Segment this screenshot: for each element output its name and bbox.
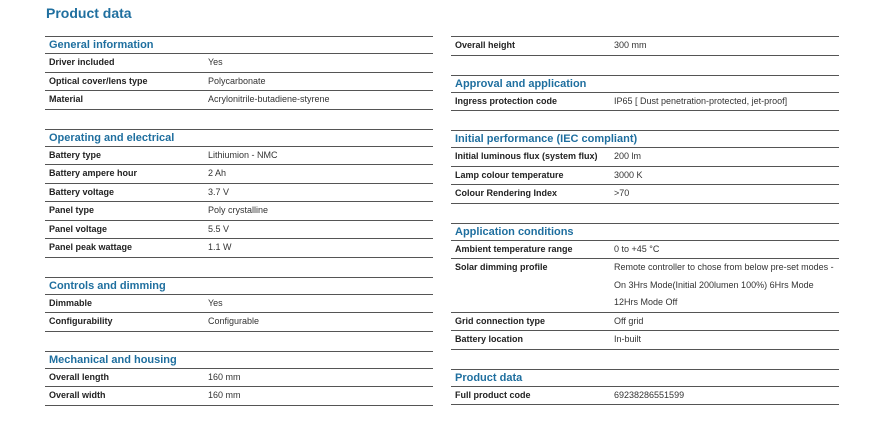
table-row xyxy=(45,91,433,110)
row-label: Overall height xyxy=(455,40,516,50)
table-row xyxy=(45,147,433,166)
row-label: Grid connection type xyxy=(455,315,546,326)
row-value: Acrylonitrile-butadiene-styrene xyxy=(208,94,330,104)
table-row xyxy=(45,387,433,406)
right-column xyxy=(451,36,839,405)
page-title: Product data xyxy=(46,5,132,21)
row-value: 3.7 V xyxy=(208,186,230,197)
section-spacer xyxy=(451,350,839,369)
left-column xyxy=(45,36,433,406)
table-row xyxy=(451,331,839,350)
table-row xyxy=(45,54,433,73)
row-value: 200 lm xyxy=(614,151,642,161)
section-title: Controls and dimming xyxy=(45,277,433,295)
section-spacer xyxy=(45,332,433,351)
section-initial-performance xyxy=(451,130,839,204)
row-value: 160 mm xyxy=(208,390,241,400)
row-label: Overall length xyxy=(49,371,110,382)
section-spacer xyxy=(45,110,433,129)
section-mechanical-continued xyxy=(451,36,839,56)
row-label: Battery location xyxy=(455,334,524,345)
table-row xyxy=(45,73,433,92)
row-value: In-built xyxy=(614,334,642,345)
row-value: Remote controller to chose from below pre-set modes - On 3Hrs Mode(Initial 200lumen 100%) 6Hrs Mode 12Hrs Mode Off xyxy=(614,262,834,308)
row-value: Poly crystalline xyxy=(208,205,269,215)
section-title: Initial performance (IEC compliant) xyxy=(451,130,839,148)
table-row xyxy=(45,369,433,388)
row-value: Lithiumion - NMC xyxy=(208,149,278,160)
row-label: Driver included xyxy=(49,57,115,67)
section-title: Product data xyxy=(451,369,839,387)
table-row xyxy=(45,239,433,258)
row-value: IP65 [ Dust penetration-protected, jet-proof] xyxy=(614,95,788,106)
row-value: Off grid xyxy=(614,315,644,326)
row-label: Battery voltage xyxy=(49,186,115,197)
table-row xyxy=(451,167,839,186)
table-row xyxy=(45,221,433,240)
row-label: Configurability xyxy=(49,316,113,326)
section-title: Operating and electrical xyxy=(45,129,433,147)
table-row xyxy=(451,313,839,332)
row-value: 69238286551599 xyxy=(614,389,685,400)
section-controls-dimming xyxy=(45,277,433,332)
row-label: Material xyxy=(49,94,84,104)
row-value: 300 mm xyxy=(614,40,647,50)
row-label: Overall width xyxy=(49,390,106,400)
section-mechanical-housing xyxy=(45,351,433,406)
section-spacer xyxy=(451,56,839,75)
table-row xyxy=(451,36,839,56)
row-value: 5.5 V xyxy=(208,223,230,234)
row-label: Ambient temperature range xyxy=(455,243,573,254)
section-title: Approval and application xyxy=(451,75,839,93)
row-label: Lamp colour temperature xyxy=(455,169,564,180)
row-label: Full product code xyxy=(455,389,531,400)
table-row xyxy=(45,295,433,314)
section-spacer xyxy=(451,111,839,130)
table-row xyxy=(451,387,839,406)
table-row xyxy=(451,259,839,313)
table-row xyxy=(45,313,433,332)
section-operating-electrical xyxy=(45,129,433,258)
section-title: General information xyxy=(45,36,433,54)
table-row xyxy=(451,93,839,112)
section-title: Application conditions xyxy=(451,223,839,241)
table-row xyxy=(451,185,839,204)
row-label: Solar dimming profile xyxy=(455,262,548,272)
row-label: Panel voltage xyxy=(49,223,108,234)
row-value: Polycarbonate xyxy=(208,75,266,86)
row-label: Battery ampere hour xyxy=(49,168,138,178)
row-value: 160 mm xyxy=(208,371,241,382)
table-row xyxy=(45,184,433,203)
table-row xyxy=(451,148,839,167)
row-label: Optical cover/lens type xyxy=(49,75,148,86)
row-label: Panel peak wattage xyxy=(49,242,133,252)
section-general-information xyxy=(45,36,433,110)
row-value: 2 Ah xyxy=(208,168,227,178)
row-value: Yes xyxy=(208,297,223,308)
row-label: Initial luminous flux (system flux) xyxy=(455,151,598,161)
section-spacer xyxy=(451,204,839,223)
row-value: Yes xyxy=(208,57,223,67)
row-value: 1.1 W xyxy=(208,242,232,252)
section-product-data xyxy=(451,369,839,406)
row-value: Configurable xyxy=(208,316,260,326)
section-title: Mechanical and housing xyxy=(45,351,433,369)
row-label: Colour Rendering Index xyxy=(455,188,558,198)
section-application-conditions xyxy=(451,223,839,350)
row-label: Ingress protection code xyxy=(455,95,558,106)
row-label: Dimmable xyxy=(49,297,93,308)
table-row xyxy=(451,241,839,260)
section-spacer xyxy=(45,258,433,277)
row-label: Battery type xyxy=(49,149,102,160)
table-row xyxy=(45,165,433,184)
row-value: 0 to +45 °C xyxy=(614,243,660,254)
row-value: >70 xyxy=(614,188,630,198)
table-row xyxy=(45,202,433,221)
row-value: 3000 K xyxy=(614,169,643,180)
section-approval-application xyxy=(451,75,839,112)
row-label: Panel type xyxy=(49,205,95,215)
